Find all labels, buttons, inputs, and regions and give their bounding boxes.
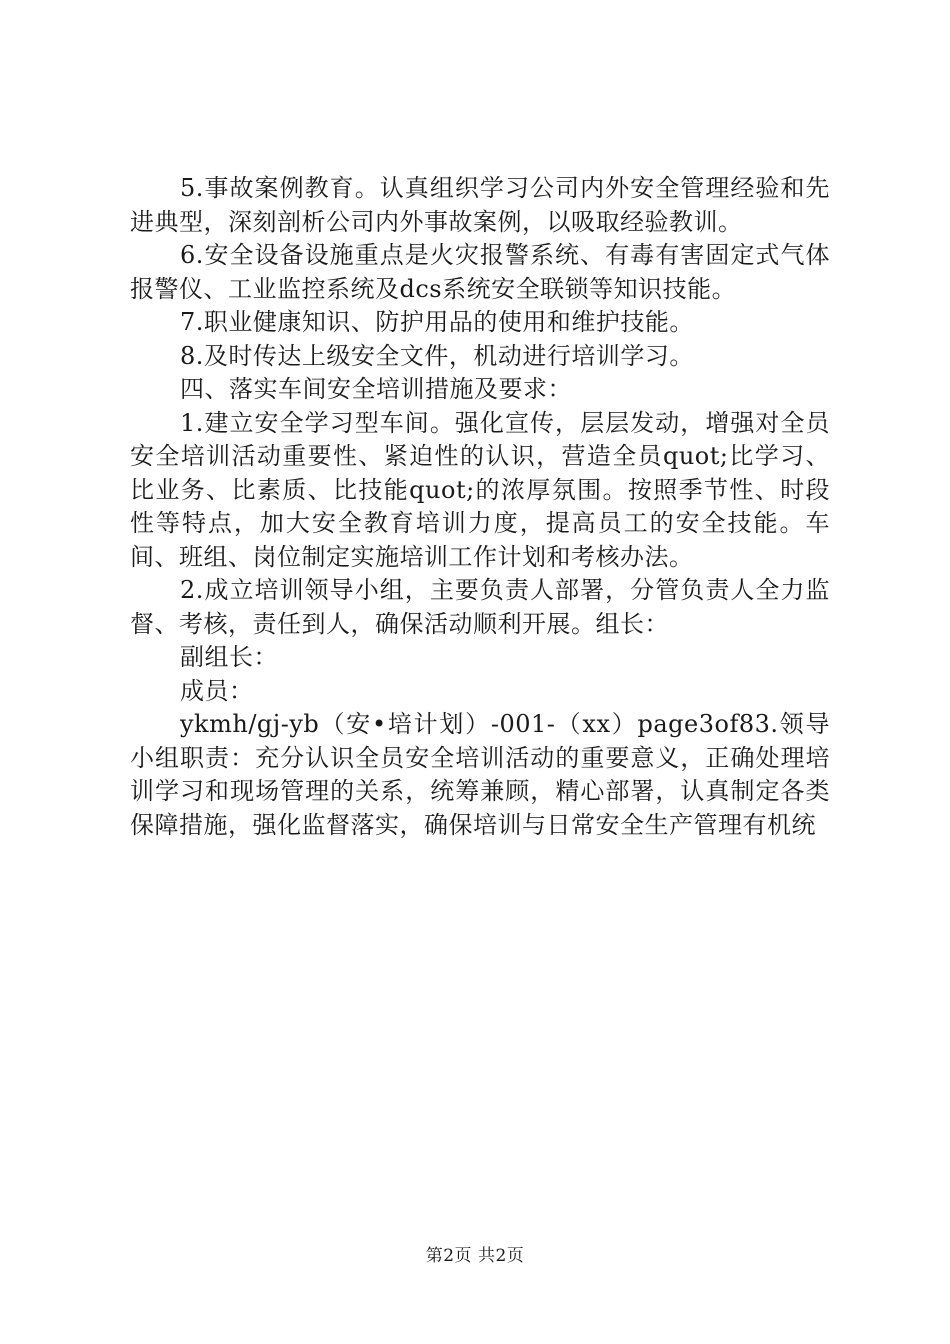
paragraph-measure-1-learning-workshop: 1.建立安全学习型车间。强化宣传，层层发动，增强对全员安全培训活动重要性、紧迫性的认识，营造全员quot;比学习、比业务、比素质、比技能quot;的浓厚氛围。按照季节性、时段性等特点，加大安全教育培训力度，提高员工的安全技能。车间、班组、岗位制定实施培训工作计划和考核办法。	[130, 408, 830, 571]
paragraph-item-6-safety-equipment: 6.安全设备设施重点是火灾报警系统、有毒有害固定式气体报警仪、工业监控系统及dcs系统安全联锁等知识技能。	[130, 241, 830, 303]
deputy-leader-line: 副组长：	[180, 643, 278, 671]
paragraph-measure-3-group-duties: ykmh/gj-yb（安•培计划）-001-（xx）page3of83.领导小组职责：充分认识全员安全培训活动的重要意义，正确处理培训学习和现场管理的关系，统筹兼顾，精心部署，认真制定各类保障措施，强化监督落实，确保培训与日常安全生产管理有机统	[130, 710, 830, 839]
paragraph-measure-2-leadership-group: 2.成立培训领导小组，主要负责人部署，分管负责人全力监督、考核，责任到人，确保活动顺利开展。组长：	[130, 576, 830, 638]
document-body	[130, 172, 830, 842]
paragraph-item-8-superior-documents: 8.及时传达上级安全文件，机动进行培训学习。	[180, 341, 694, 370]
paragraph-item-5-case-education: 5.事故案例教育。认真组织学习公司内外安全管理经验和先进典型，深刻剖析公司内外事故案例，以吸取经验教训。	[130, 174, 830, 236]
section-heading-4: 四、落实车间安全培训措施及要求：	[180, 375, 572, 403]
page-number-footer: 第2页 共2页	[425, 1246, 525, 1266]
paragraph-item-7-occupational-health: 7.职业健康知识、防护用品的使用和维护技能。	[180, 308, 694, 336]
members-line: 成员：	[180, 676, 254, 705]
